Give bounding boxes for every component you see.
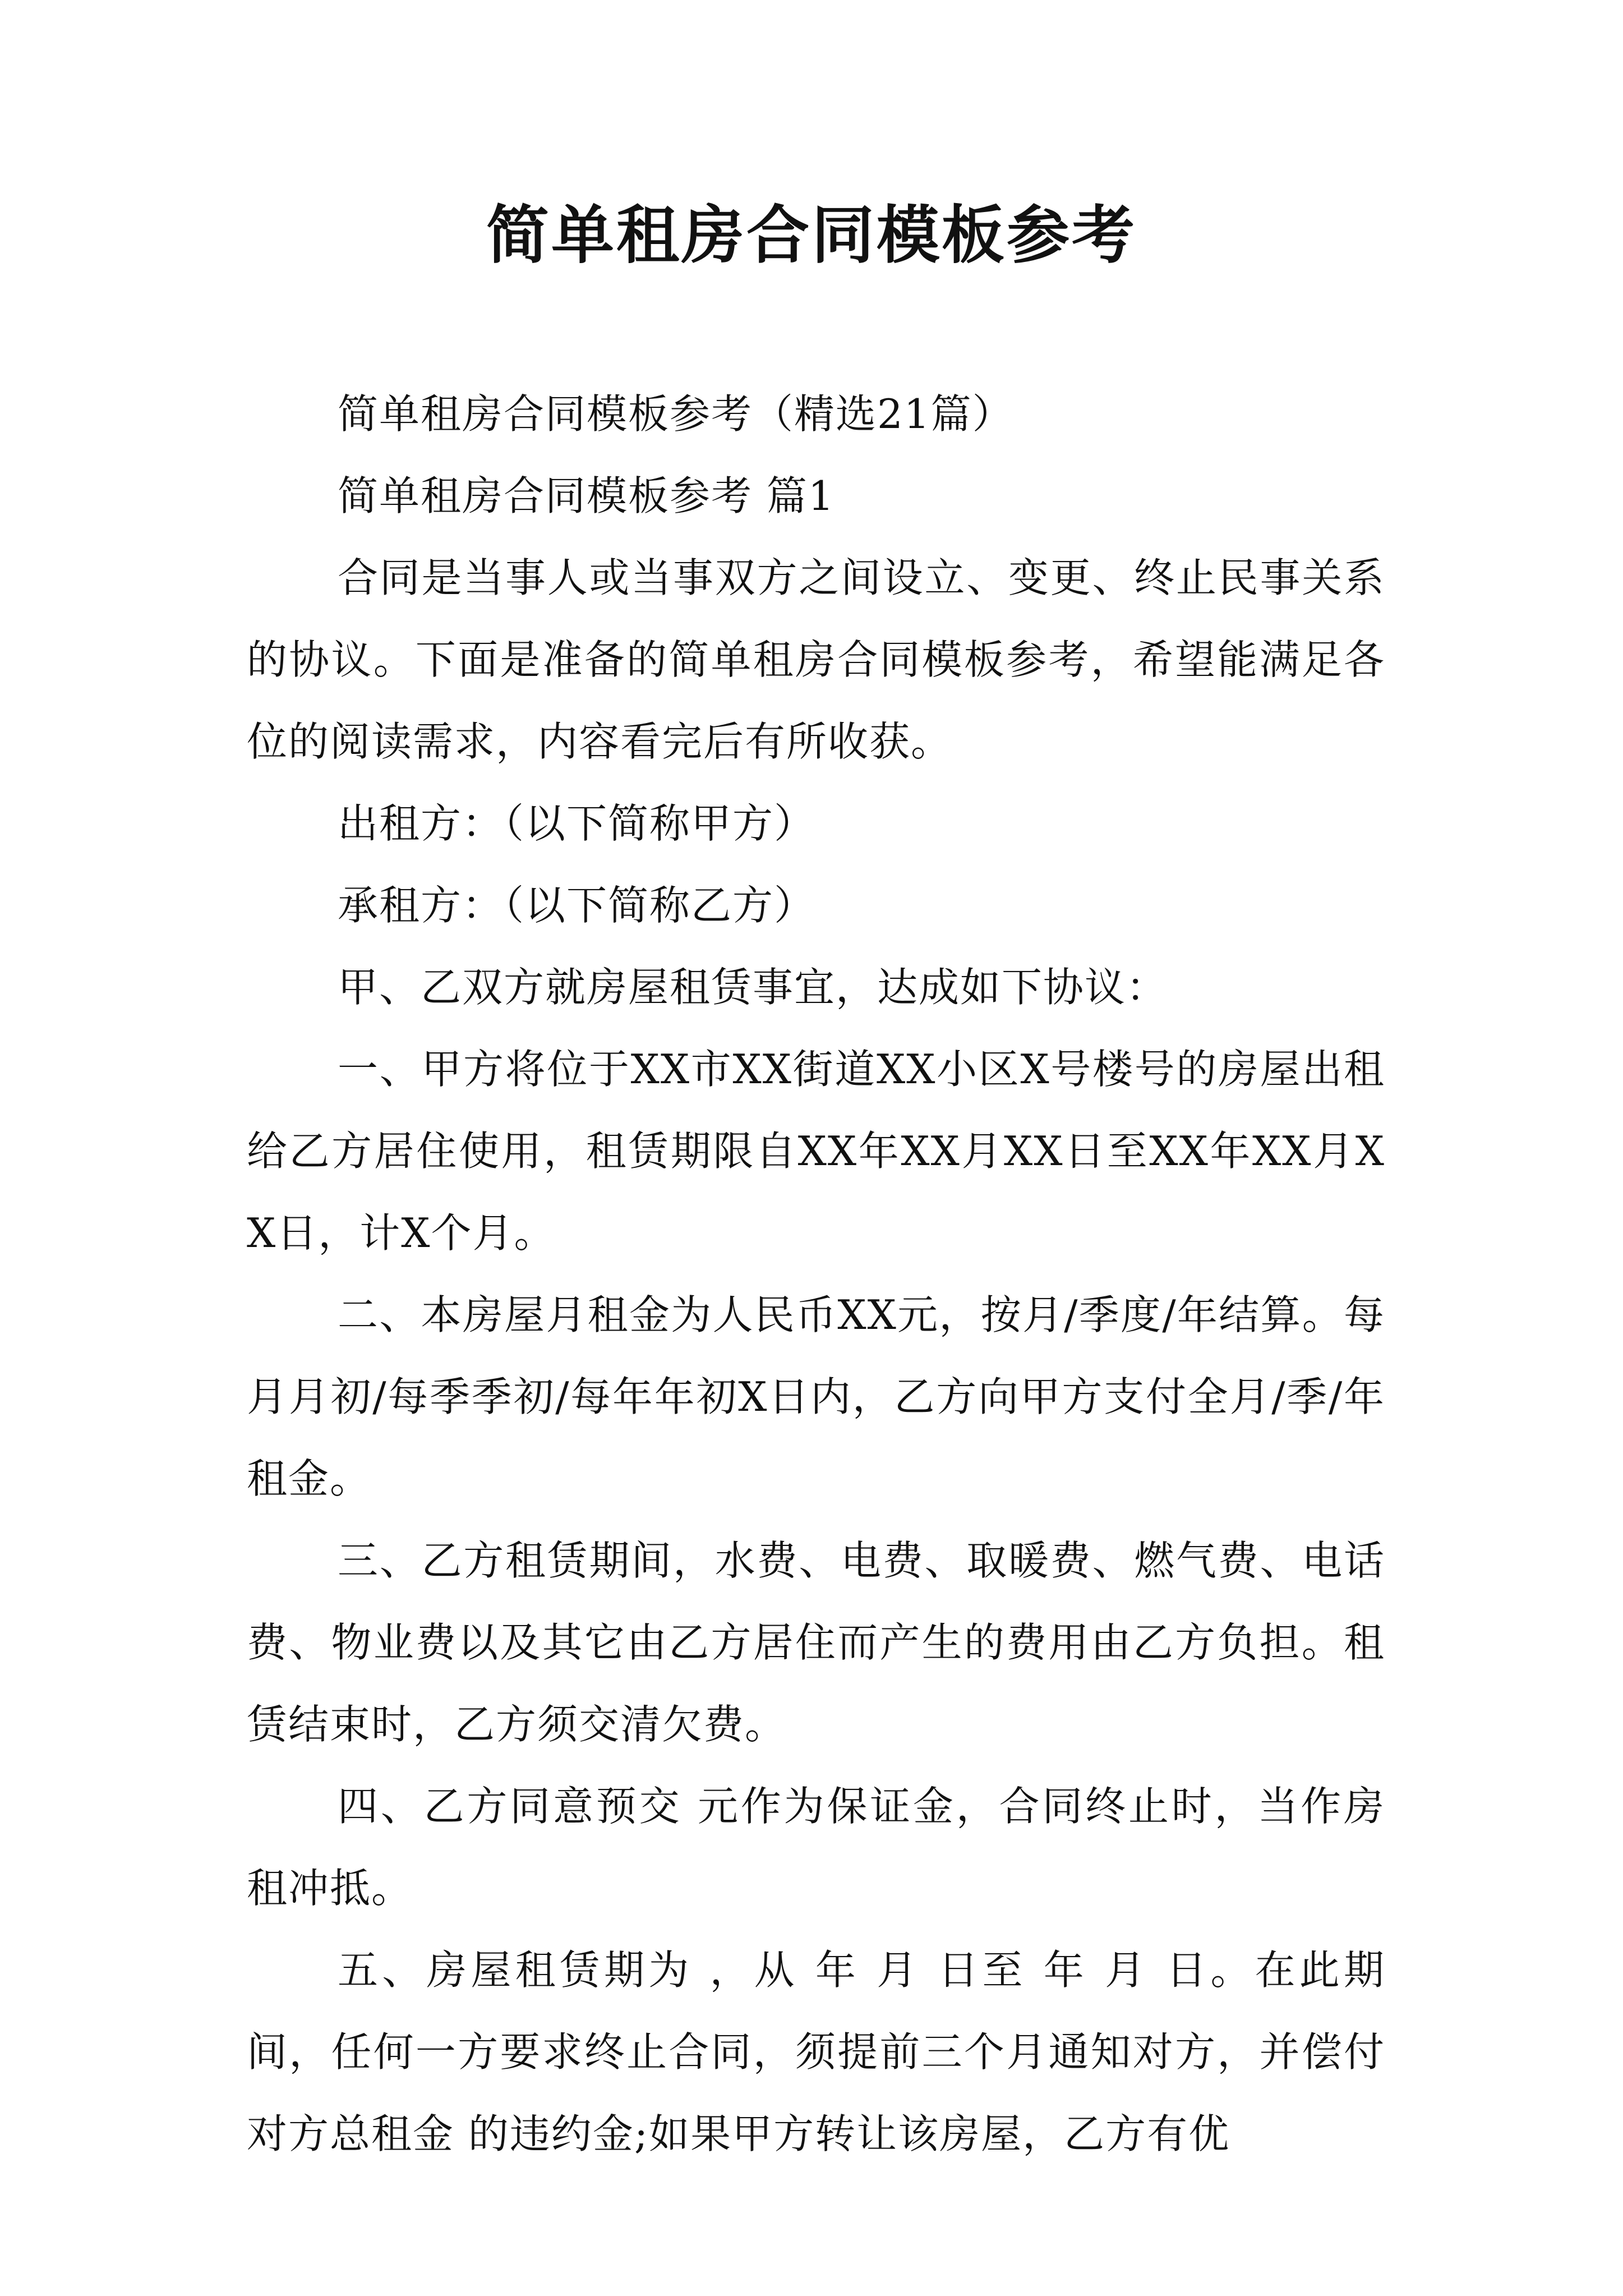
clause-2: 二、本房屋月租金为人民币XX元，按月/季度/年结算。每月月初/每季季初/每年年初X日内，乙方向甲方支付全月/季/年租金。 (247, 1291, 1385, 1502)
paragraph-agreement: 甲、乙双方就房屋租赁事宜，达成如下协议： (338, 964, 1168, 1011)
paragraph-lessor: 出租方：（以下简称甲方） (338, 800, 816, 847)
paragraph-subtitle: 简单租房合同模板参考（精选21篇） (338, 390, 1014, 438)
paragraph-section-heading: 简单租房合同模板参考 篇1 (338, 472, 835, 519)
clause-1: 一、甲方将位于XX市XX街道XX小区X号楼号的房屋出租给乙方居住使用，租赁期限自XX年XX月XX日至XX年XX月XX日，计X个月。 (247, 1046, 1385, 1257)
clause-5: 五、房屋租赁期为 ，从 年 月 日至 年 月 日。在此期间，任何一方要求终止合同，须提前三个月通知对方，并偿付对方总租金 的违约金;如果甲方转让该房屋，乙方有优 (247, 1947, 1385, 2157)
clause-3: 三、乙方租赁期间，水费、电费、取暖费、燃气费、电话费、物业费以及其它由乙方居住而产生的费用由乙方负担。租赁结束时，乙方须交清欠费。 (247, 1537, 1385, 1748)
clause-4: 四、乙方同意预交 元作为保证金，合同终止时，当作房租冲抵。 (247, 1783, 1385, 1912)
paragraph-lessee: 承租方：（以下简称乙方） (338, 882, 816, 929)
document-body (247, 373, 1385, 2175)
paragraph-intro: 合同是当事人或当事双方之间设立、变更、终止民事关系的协议。下面是准备的简单租房合同模板参考，希望能满足各位的阅读需求，内容看完后有所收获。 (247, 554, 1385, 765)
document-title: 简单租房合同模板参考 (486, 199, 1137, 272)
